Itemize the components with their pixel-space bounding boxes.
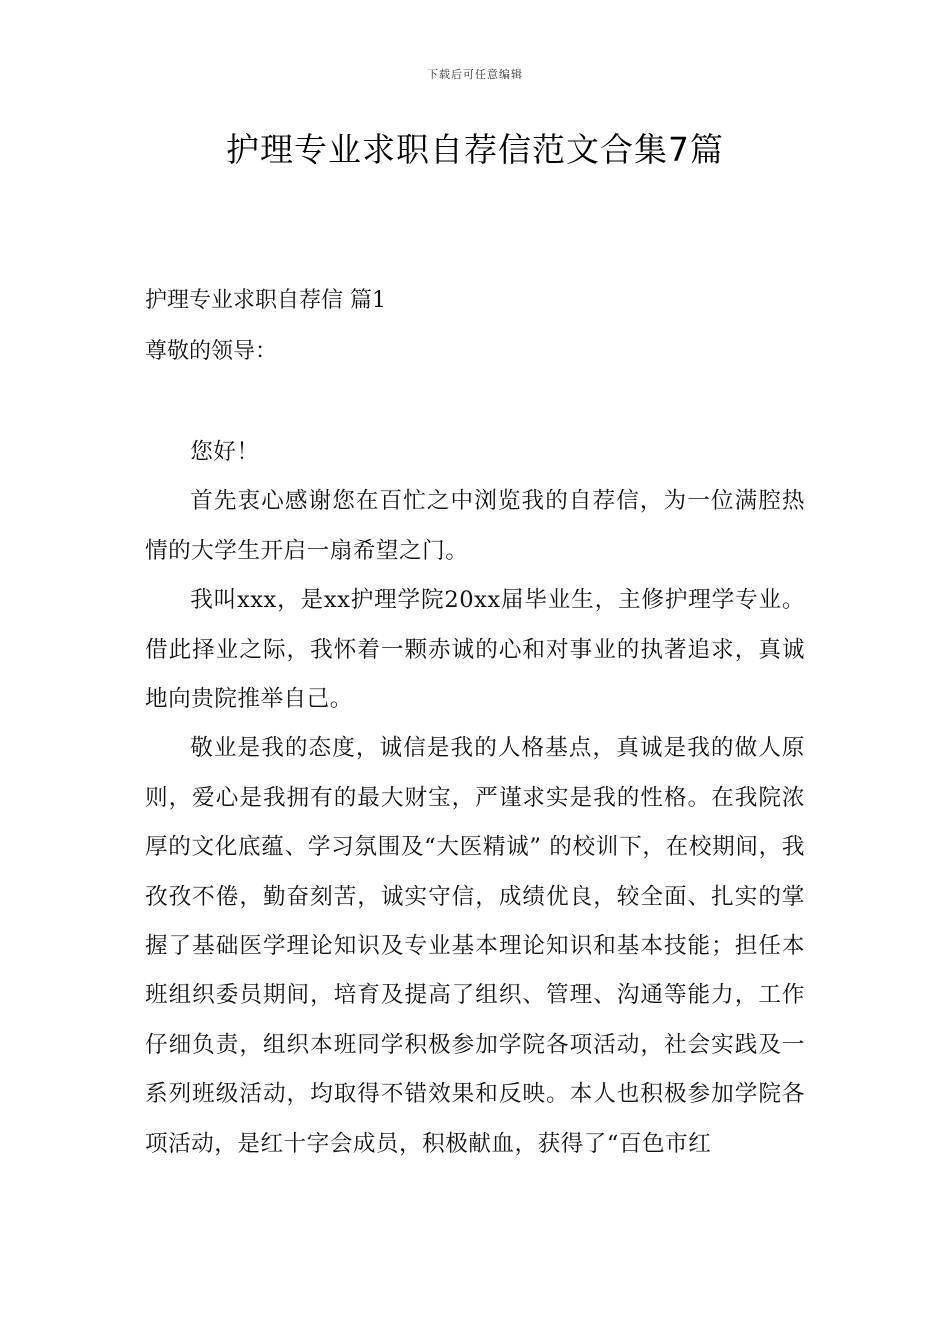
document-title: 护理专业求职自荐信范文合集7篇 (226, 130, 724, 169)
paragraph-introduction: 我叫xxx，是xx护理学院20xx届毕业生，主修护理学专业。借此择业之际，我怀着一颗赤诚的心和对事业的执著追求，真诚地向贵院推举自己。 (145, 587, 805, 713)
paragraph-greeting: 您好！ (190, 439, 260, 465)
salutation: 尊敬的领导： (145, 339, 278, 364)
paragraph-thanks: 首先衷心感谢您在百忙之中浏览我的自荐信，为一位满腔热情的大学生开启一扇希望之门。 (145, 488, 805, 564)
header-note: 下载后可任意编辑 (427, 68, 523, 81)
paragraph-character: 敬业是我的态度，诚信是我的人格基点，真诚是我的做人原则，爱心是我拥有的最大财宝，严谨求实是我的性格。在我院浓厚的文化底蕴、学习氛围及“大医精诚” 的校训下，在校期间，我孜孜不倦，勤奋刻苦，诚实守信，成绩优良，较全面、扎实的掌握了基础医学理论知识及专业基本理论知识和基本技能；担任本班组织委员期间，培育及提高了组织、管理、沟通等能力，工作仔细负责，组织本班同学积极参加学院各项活动，社会实践及一系列班级活动，均取得不错效果和反映。本人也积极参加学院各项活动，是红十字会成员，积极献血，获得了“百色市红 (145, 735, 805, 1157)
section-heading: 护理专业求职自荐信 篇1 (145, 288, 386, 313)
letter-body (145, 428, 805, 1169)
